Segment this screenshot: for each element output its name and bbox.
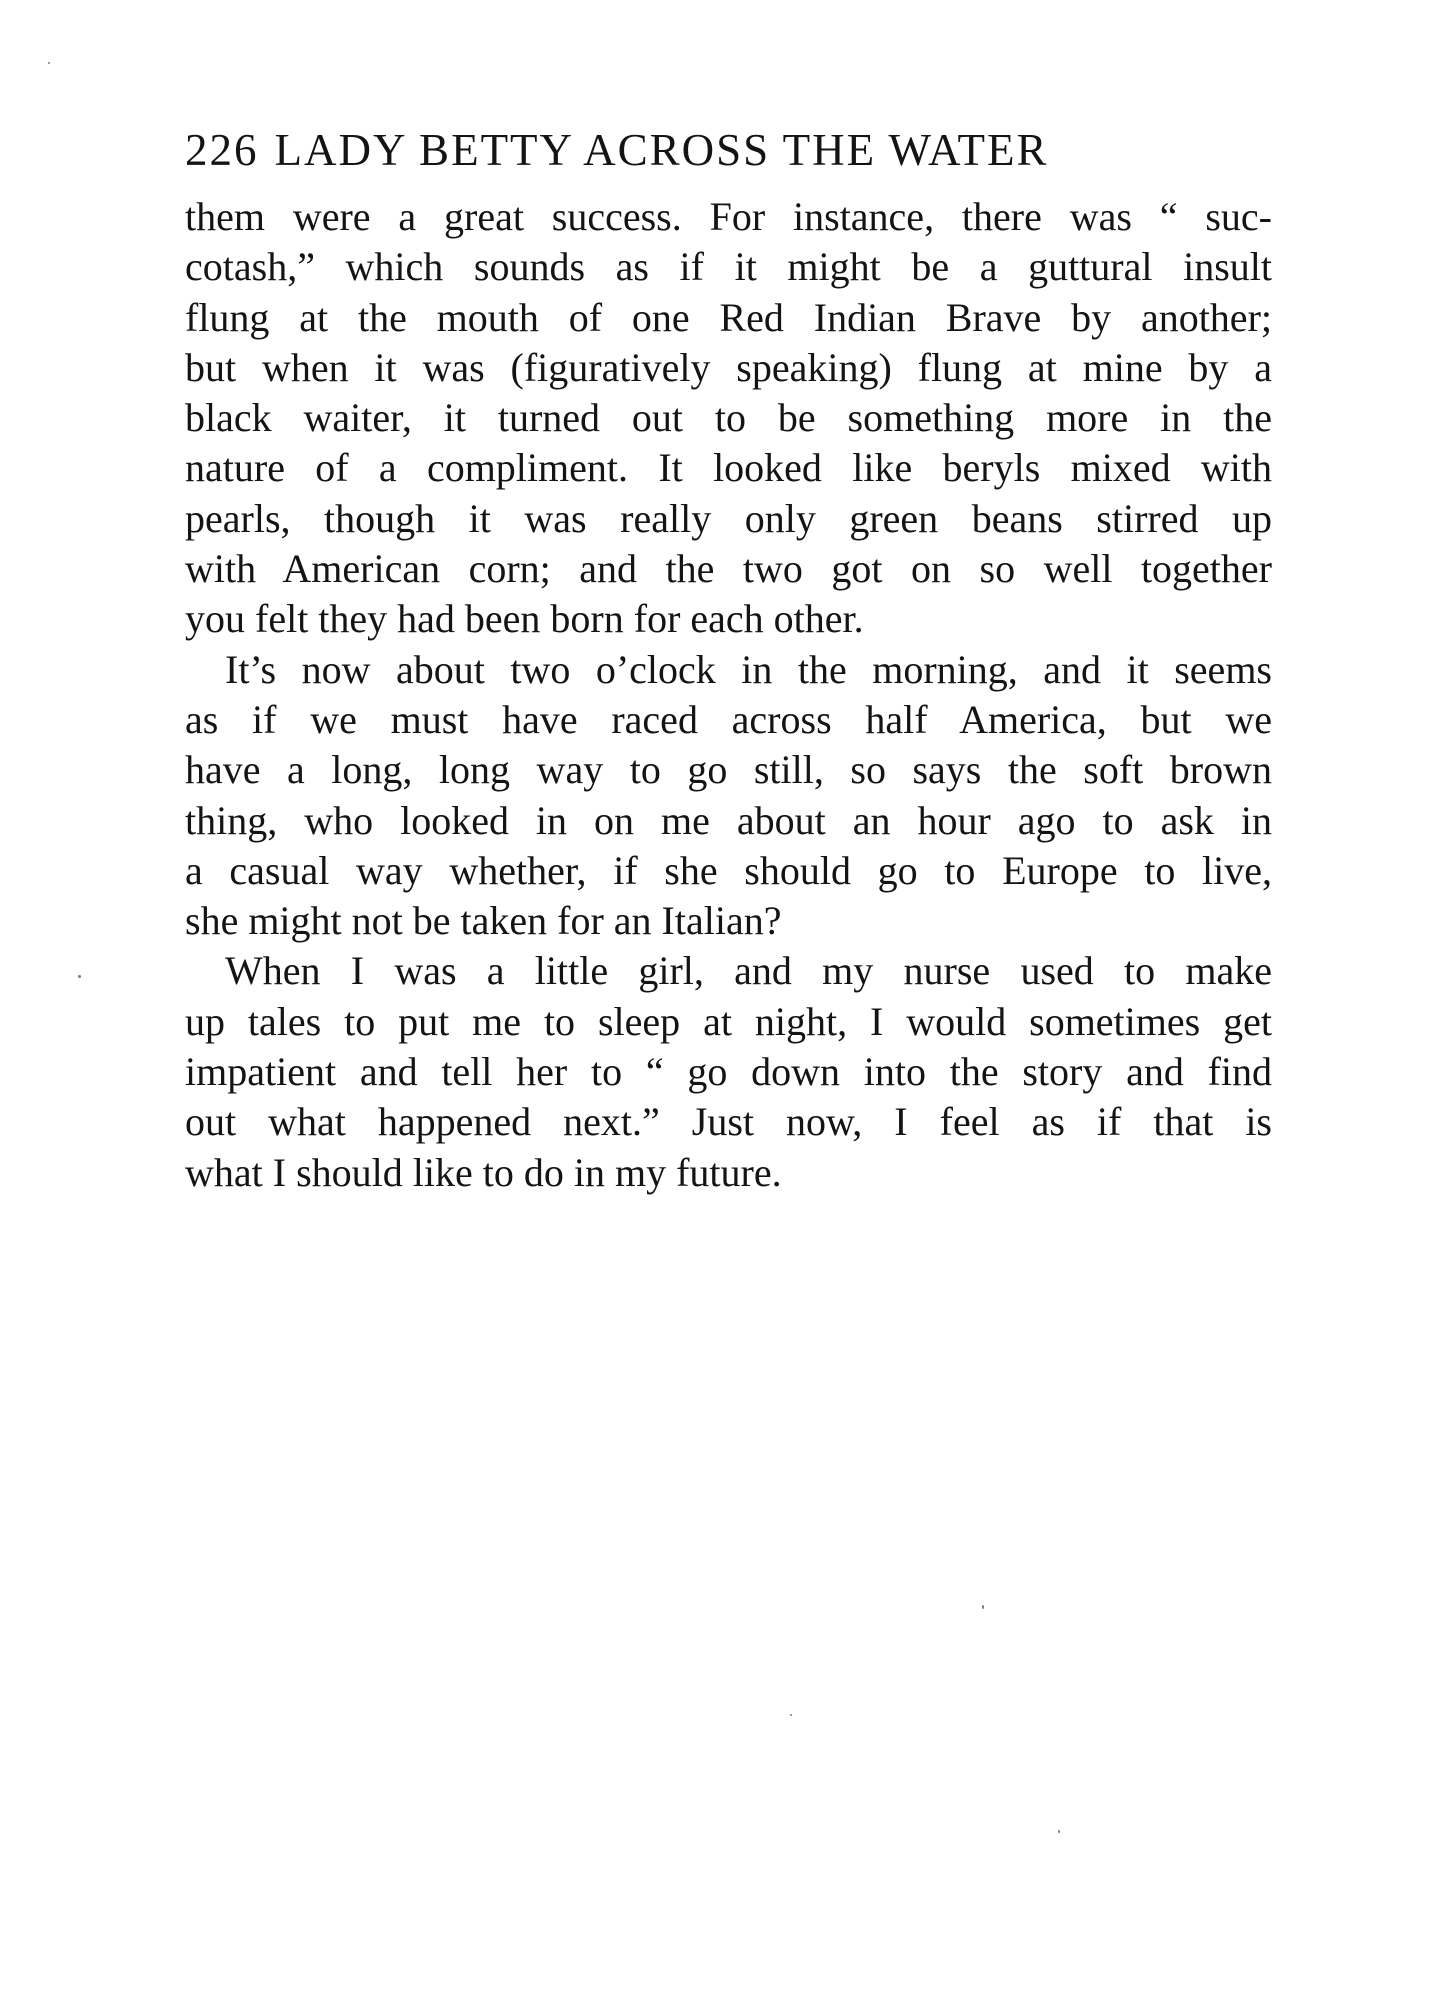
text-line: It’s now about two o’clock in the morning, and it seems (225, 646, 1272, 692)
text-line: a casual way whether, if she should go to Europe to live, (185, 847, 1272, 893)
scan-speck (78, 975, 81, 978)
text-line: but when it was (figuratively speaking) flung at mine by a (185, 344, 1272, 390)
scan-speck (48, 62, 50, 64)
text-line: pearls, though it was really only green beans stirred up (185, 495, 1272, 541)
text-line: When I was a little girl, and my nurse used to make (225, 948, 1272, 994)
text-line: cotash,” which sounds as if it might be a guttural insult (185, 244, 1272, 290)
running-head (185, 120, 1285, 180)
text-line: nature of a compliment. It looked like beryls mixed with (185, 445, 1272, 491)
text-line: with American corn; and the two got on so well together (185, 546, 1272, 592)
text-line: flung at the mouth of one Red Indian Brave by another; (185, 294, 1272, 340)
text-line: what I should like to do in my future. (185, 1149, 782, 1195)
body-text (185, 192, 1272, 1198)
text-line: have a long, long way to go still, so says the soft brown (185, 747, 1272, 793)
text-line: impatient and tell her to “ go down into the story and find (185, 1049, 1272, 1095)
text-line: she might not be taken for an Italian? (185, 898, 782, 944)
text-line: black waiter, it turned out to be something more in the (185, 395, 1272, 441)
running-title: LADY BETTY ACROSS THE WATER (274, 125, 1049, 175)
text-line: them were a great success. For instance, there was “ suc- (185, 194, 1272, 239)
text-line: up tales to put me to sleep at night, I would sometimes get (185, 998, 1272, 1044)
scan-speck (790, 1714, 792, 1716)
scan-speck (982, 1605, 984, 1609)
text-line: you felt they had been born for each other. (185, 596, 864, 642)
page-number: 226 (185, 125, 259, 175)
text-line: out what happened next.” Just now, I feel as if that is (185, 1099, 1272, 1145)
scan-speck (1058, 1830, 1060, 1833)
text-line: as if we must have raced across half America, but we (185, 696, 1272, 742)
text-line: thing, who looked in on me about an hour ago to ask in (185, 797, 1272, 843)
